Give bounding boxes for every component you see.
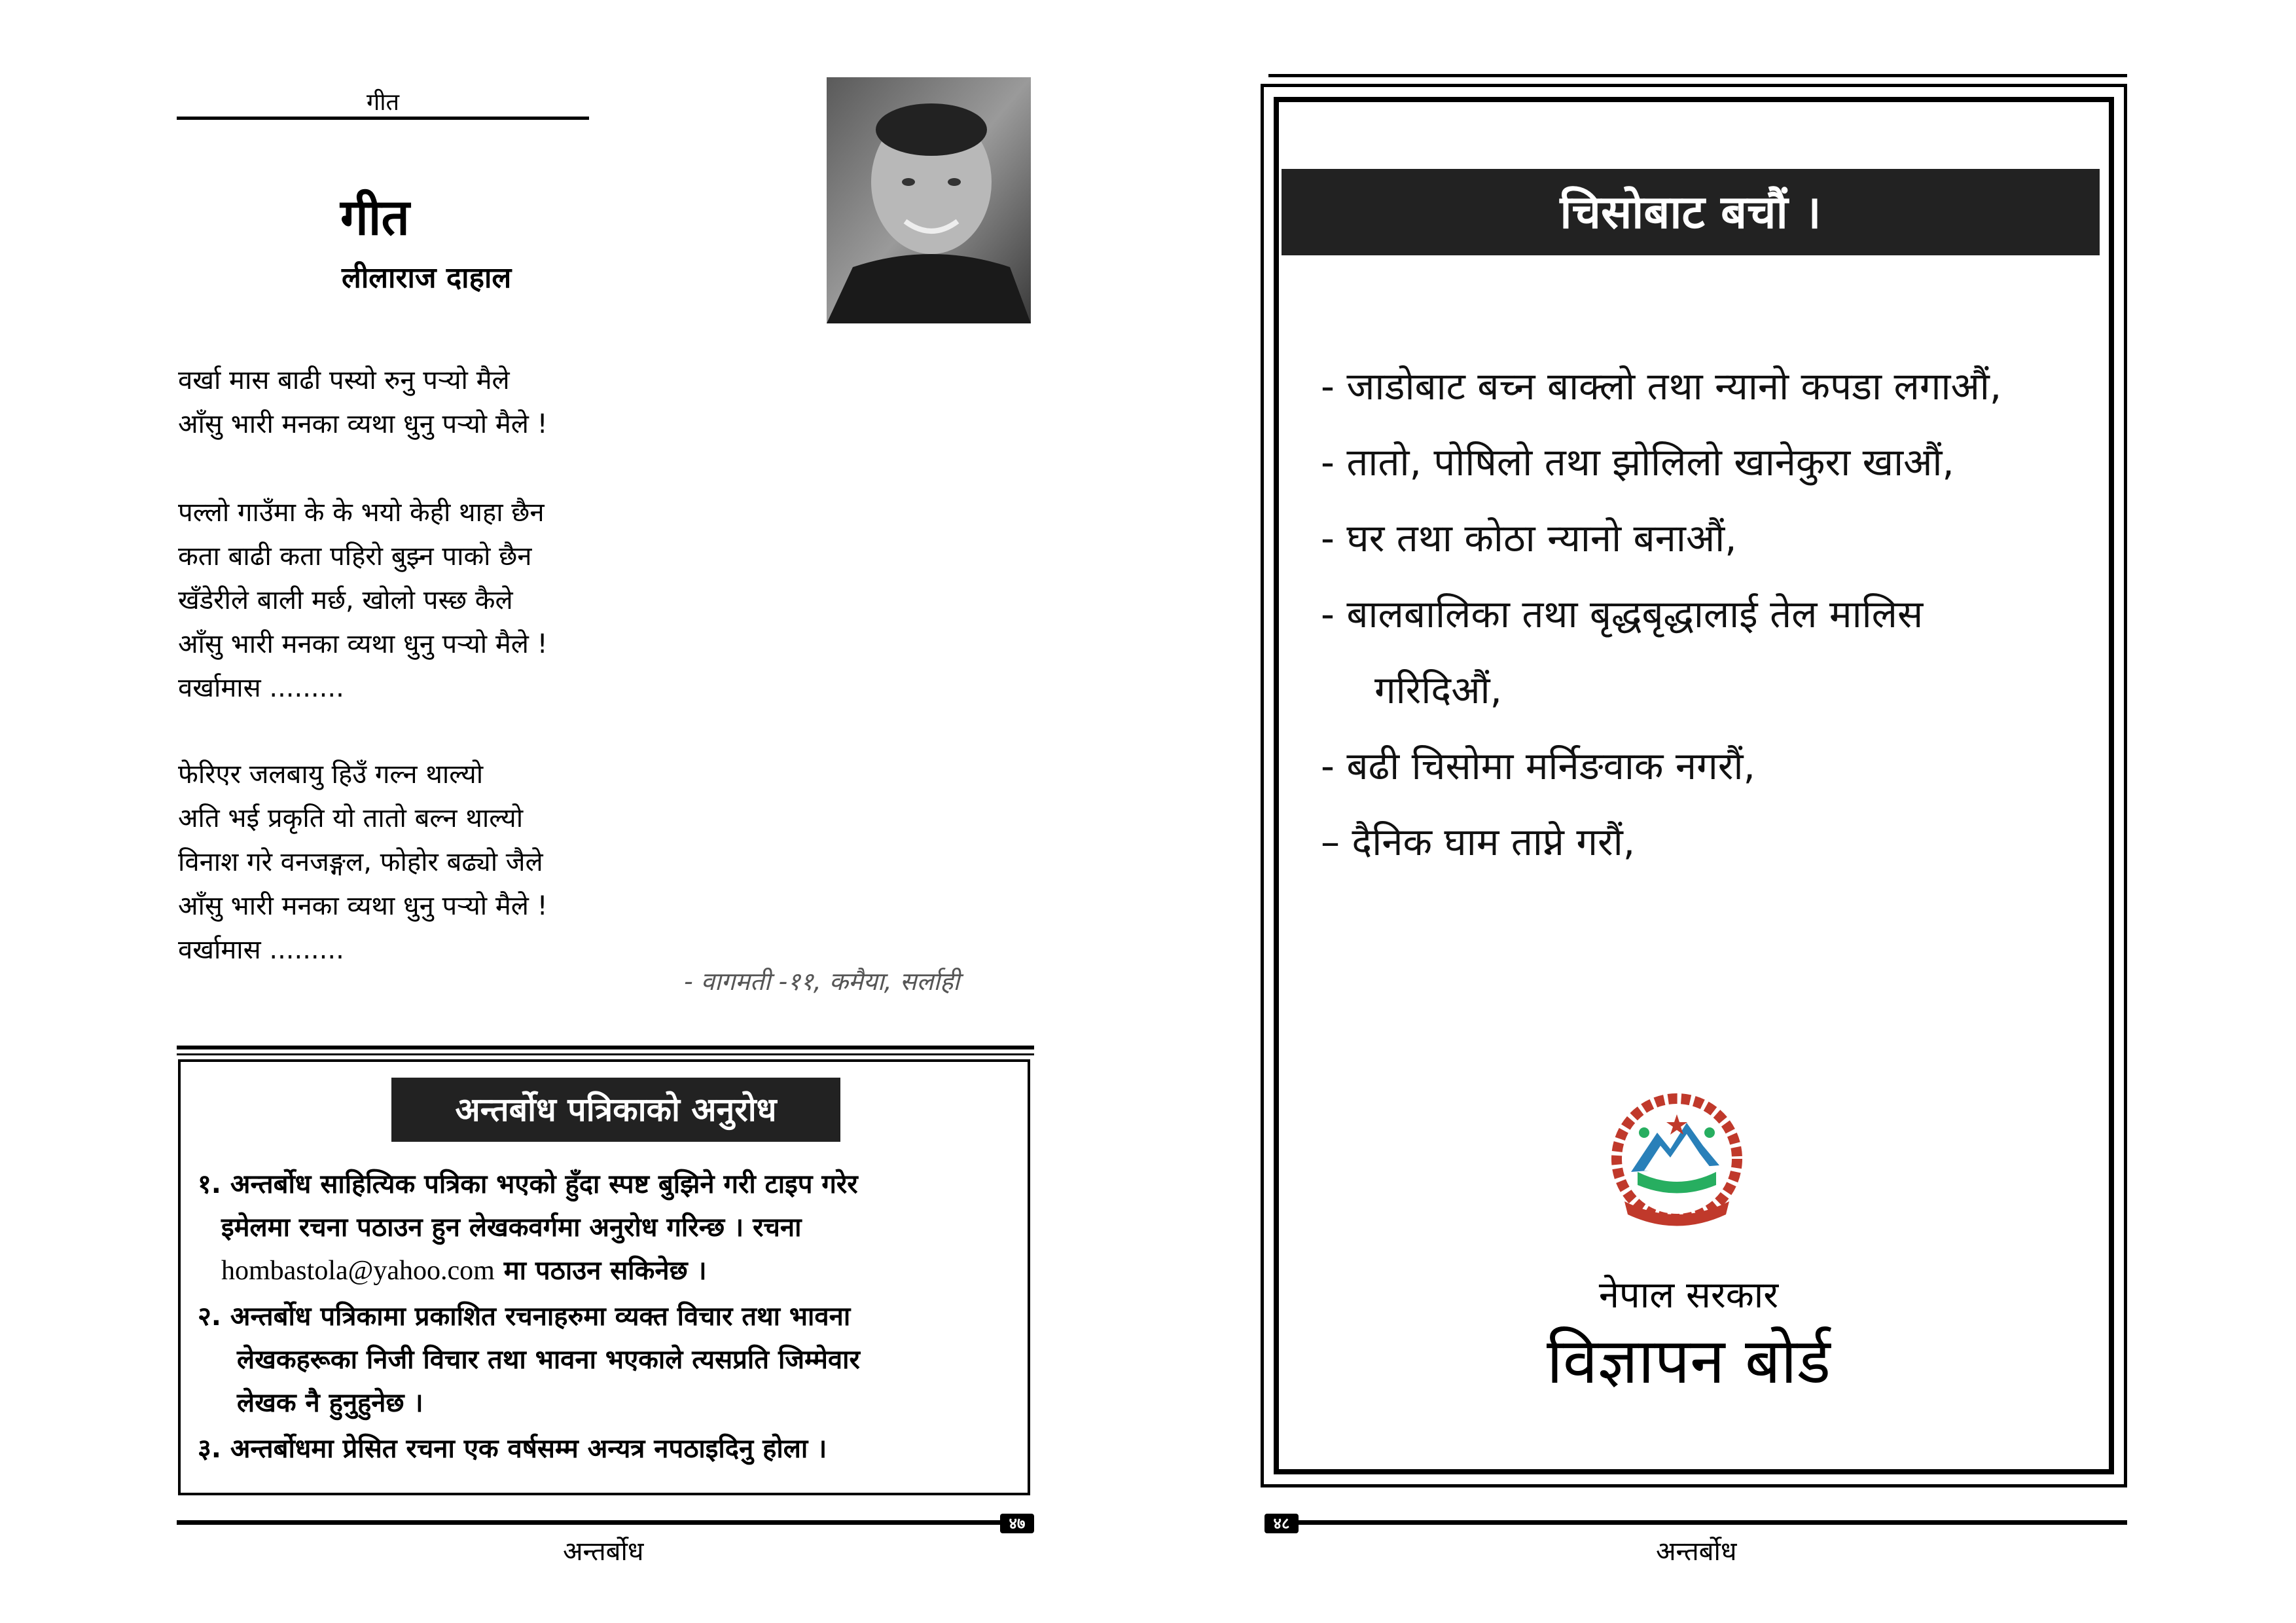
nepal-government-emblem-icon xyxy=(1605,1093,1749,1231)
notice-item-2 xyxy=(198,1295,860,1425)
poem-line: अति भई प्रकृति यो तातो बल्न थाल्यो xyxy=(178,803,524,833)
poem-line: वर्खा मास बाढी पस्यो रुनु पऱ्यो मैले xyxy=(178,365,510,395)
ad-tip: - बालबालिका तथा बृद्धबृद्धालाई तेल मालिस xyxy=(1321,592,1924,636)
magazine-name-footer: अन्तर्बोध xyxy=(563,1537,644,1567)
ad-tip-continuation: गरिदिऔं, xyxy=(1374,668,1502,712)
poem-line: आँसु भारी मनका व्यथा धुनु पऱ्यो मैले ! xyxy=(178,891,548,921)
poem-line: वर्खामास ......... xyxy=(178,673,344,703)
poem-title: गीत xyxy=(340,188,410,246)
notice-item-1 xyxy=(198,1163,858,1292)
ad-tip: - तातो, पोषिलो तथा झोलिलो खानेकुरा खाऔं, xyxy=(1321,440,1954,484)
ad-tip: - बढी चिसोमा मर्निङवाक नगरौं, xyxy=(1321,744,1755,788)
poem-line: वर्खामास ......... xyxy=(178,935,344,965)
poem-line: कता बाढी कता पहिरो बुझ्न पाको छैन xyxy=(178,541,532,572)
ad-tip: - जाडोबाट बच्न बाक्लो तथा न्यानो कपडा लगाऔं, xyxy=(1321,364,2002,409)
ad-tip: - घर तथा कोठा न्यानो बनाऔं, xyxy=(1321,516,1737,560)
page-number: ४८ xyxy=(1265,1514,1299,1533)
notice-text: मा पठाउन सकिनेछ । xyxy=(494,1256,707,1286)
notice-title: अन्तर्बोध पत्रिकाको अनुरोध xyxy=(391,1078,840,1142)
notice-line: लेखक नै हुनुहुनेछ । xyxy=(237,1388,423,1418)
poem-line: पल्लो गाउँमा के के भयो केही थाहा छैन xyxy=(178,498,545,528)
poem-signature: - वागमती -११, कमैया, सर्लाही xyxy=(684,967,960,996)
footer-rule xyxy=(1268,1520,2127,1525)
poem-line: आँसु भारी मनका व्यथा धुनु पऱ्यो मैले ! xyxy=(178,409,548,439)
notice-top-rule xyxy=(177,1046,1034,1049)
top-rule xyxy=(1268,74,2127,77)
notice-top-rule xyxy=(177,1053,1034,1055)
poem-line: विनाश गरे वनजङ्गल, फोहोर बढ्यो जैले xyxy=(178,847,543,877)
notice-line: इमेलमा रचना पठाउन हुन लेखकवर्गमा अनुरोध गरिन्छ । रचना xyxy=(221,1213,802,1243)
page-header: गीत xyxy=(366,89,400,116)
email-link[interactable]: hombastola@yahoo.com xyxy=(221,1256,495,1286)
poem-stanza-2 xyxy=(178,491,548,710)
magazine-name-footer: अन्तर्बोध xyxy=(1656,1537,1737,1567)
notice-line: २. अन्तर्बोध पत्रिकामा प्रकाशित रचनाहरुमा व्यक्त विचार तथा भावना xyxy=(198,1302,851,1332)
ad-tip: – दैनिक घाम ताप्ने गरौं, xyxy=(1321,820,1636,864)
footer-rule xyxy=(177,1520,1034,1525)
author-photo xyxy=(827,77,1031,323)
page-number: ४७ xyxy=(1000,1514,1034,1533)
poem-stanza-3 xyxy=(178,753,548,972)
notice-line: १. अन्तर्बोध साहित्यिक पत्रिका भएको हुँदा स्पष्ट बुझिने गरी टाइप गरेर xyxy=(198,1169,858,1199)
notice-line: लेखकहरूका निजी विचार तथा भावना भएकाले त्यसप्रति जिम्मेवार xyxy=(237,1345,860,1375)
ad-title: चिसोबाट बचौं । xyxy=(1282,169,2100,255)
poem-line: फेरिएर जलबायु हिउँ गल्न थाल्यो xyxy=(178,759,484,790)
header-rule xyxy=(177,117,589,120)
poem-line: खँडेरीले बाली मर्छ, खोलो पस्छ कैले xyxy=(178,585,513,615)
notice-line: ३. अन्तर्बोधमा प्रेसित रचना एक वर्षसम्म अन्यत्र नपठाइदिनु होला । xyxy=(198,1434,827,1464)
advertising-board-name: विज्ञापन बोर्ड xyxy=(1546,1324,1831,1398)
poem-line: आँसु भारी मनका व्यथा धुनु पऱ्यो मैले ! xyxy=(178,629,548,659)
poem-stanza-1 xyxy=(178,359,548,447)
notice-item-3 xyxy=(198,1427,827,1470)
notice-line xyxy=(198,1249,858,1292)
poem-author: लीलाराज दाहाल xyxy=(342,261,512,295)
government-name: नेपाल सरकार xyxy=(1598,1274,1779,1317)
